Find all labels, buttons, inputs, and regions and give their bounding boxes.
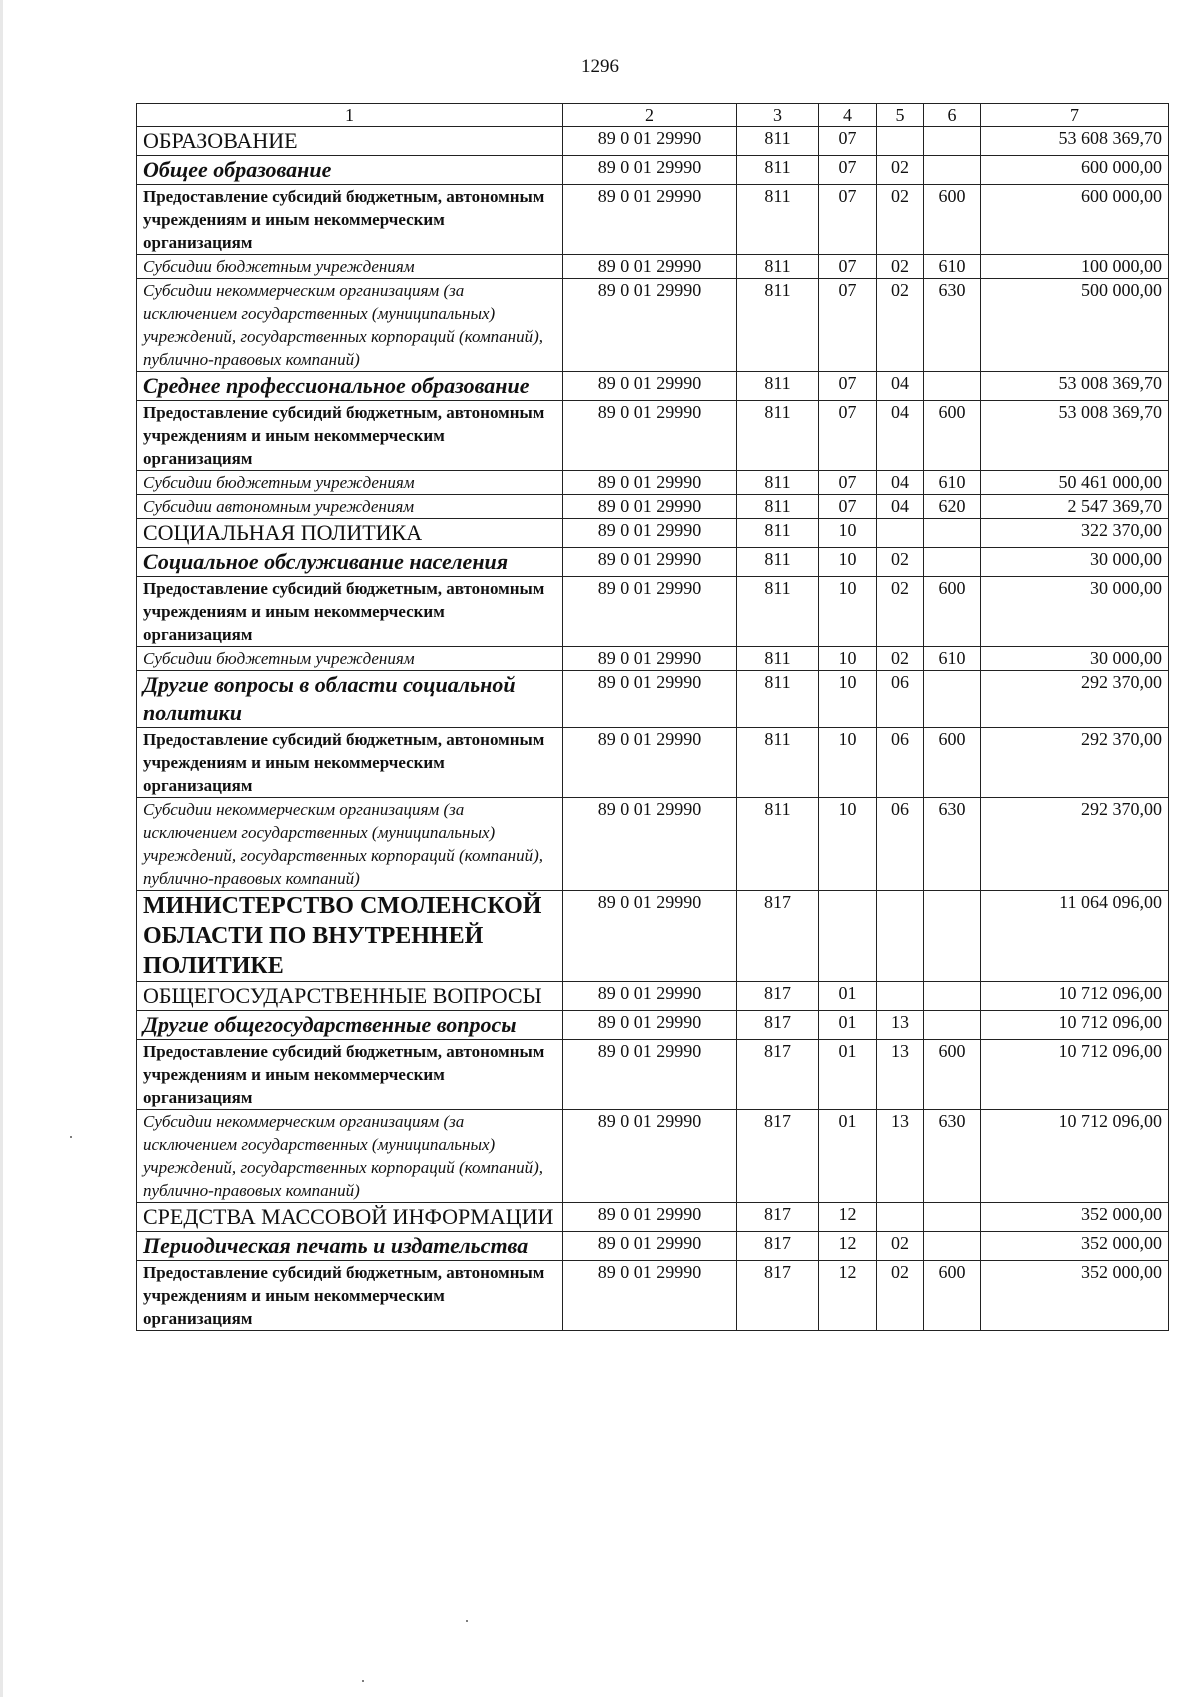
table-row <box>137 1040 1169 1110</box>
target-article-code: 89 0 01 29990 <box>563 647 737 671</box>
scan-speck <box>466 1620 468 1622</box>
main-manager-code: 811 <box>737 798 819 891</box>
expense-type-code: 600 <box>924 401 981 471</box>
target-article-code: 89 0 01 29990 <box>563 1011 737 1040</box>
row-name: ОБЩЕГОСУДАРСТВЕННЫЕ ВОПРОСЫ <box>137 982 563 1011</box>
expense-type-code <box>924 372 981 401</box>
main-manager-code: 817 <box>737 1232 819 1261</box>
amount: 600 000,00 <box>981 156 1169 185</box>
row-name: Другие общегосударственные вопросы <box>137 1011 563 1040</box>
table-row <box>137 647 1169 671</box>
section-code <box>819 891 877 982</box>
column-number: 4 <box>819 104 877 127</box>
expense-type-code: 600 <box>924 185 981 255</box>
amount: 352 000,00 <box>981 1232 1169 1261</box>
amount: 10 712 096,00 <box>981 1040 1169 1110</box>
table-row <box>137 156 1169 185</box>
expense-type-code <box>924 1232 981 1261</box>
table-row <box>137 471 1169 495</box>
amount: 10 712 096,00 <box>981 1011 1169 1040</box>
section-code: 12 <box>819 1232 877 1261</box>
main-manager-code: 811 <box>737 372 819 401</box>
column-number: 1 <box>137 104 563 127</box>
subsection-code: 04 <box>877 401 924 471</box>
page-number: 1296 <box>581 56 619 77</box>
expense-type-code: 630 <box>924 798 981 891</box>
row-name: Субсидии бюджетным учреждениям <box>137 255 563 279</box>
main-manager-code: 811 <box>737 647 819 671</box>
scan-speck <box>362 1680 364 1682</box>
subsection-code: 02 <box>877 647 924 671</box>
main-manager-code: 817 <box>737 1040 819 1110</box>
row-name: Общее образование <box>137 156 563 185</box>
expense-type-code <box>924 671 981 728</box>
expense-type-code <box>924 982 981 1011</box>
table-row <box>137 519 1169 548</box>
column-number-row <box>137 104 1169 127</box>
section-code: 10 <box>819 577 877 647</box>
expense-type-code <box>924 548 981 577</box>
main-manager-code: 811 <box>737 185 819 255</box>
main-manager-code: 811 <box>737 495 819 519</box>
amount: 292 370,00 <box>981 798 1169 891</box>
subsection-code: 04 <box>877 495 924 519</box>
column-number: 7 <box>981 104 1169 127</box>
expense-type-code <box>924 127 981 156</box>
expense-type-code: 610 <box>924 255 981 279</box>
main-manager-code: 811 <box>737 279 819 372</box>
target-article-code: 89 0 01 29990 <box>563 471 737 495</box>
amount: 53 008 369,70 <box>981 372 1169 401</box>
subsection-code: 02 <box>877 156 924 185</box>
main-manager-code: 817 <box>737 1203 819 1232</box>
target-article-code: 89 0 01 29990 <box>563 1261 737 1331</box>
main-manager-code: 811 <box>737 671 819 728</box>
amount: 11 064 096,00 <box>981 891 1169 982</box>
row-name: СРЕДСТВА МАССОВОЙ ИНФОРМАЦИИ <box>137 1203 563 1232</box>
subsection-code: 06 <box>877 671 924 728</box>
section-code: 07 <box>819 471 877 495</box>
target-article-code: 89 0 01 29990 <box>563 1110 737 1203</box>
row-name: Предоставление субсидий бюджетным, автономным учреждениям и иным некоммерческим организациям <box>137 1040 563 1110</box>
main-manager-code: 817 <box>737 891 819 982</box>
expense-type-code <box>924 519 981 548</box>
table-row <box>137 548 1169 577</box>
subsection-code: 02 <box>877 279 924 372</box>
amount: 600 000,00 <box>981 185 1169 255</box>
target-article-code: 89 0 01 29990 <box>563 495 737 519</box>
table-row <box>137 279 1169 372</box>
amount: 322 370,00 <box>981 519 1169 548</box>
main-manager-code: 811 <box>737 577 819 647</box>
amount: 2 547 369,70 <box>981 495 1169 519</box>
row-name: Предоставление субсидий бюджетным, автономным учреждениям и иным некоммерческим организациям <box>137 577 563 647</box>
amount: 10 712 096,00 <box>981 1110 1169 1203</box>
table-row <box>137 1011 1169 1040</box>
main-manager-code: 811 <box>737 548 819 577</box>
amount: 53 608 369,70 <box>981 127 1169 156</box>
main-manager-code: 811 <box>737 255 819 279</box>
row-name: Предоставление субсидий бюджетным, автономным учреждениям и иным некоммерческим организациям <box>137 401 563 471</box>
expense-type-code <box>924 891 981 982</box>
target-article-code: 89 0 01 29990 <box>563 1040 737 1110</box>
subsection-code <box>877 127 924 156</box>
target-article-code: 89 0 01 29990 <box>563 728 737 798</box>
amount: 30 000,00 <box>981 647 1169 671</box>
main-manager-code: 811 <box>737 728 819 798</box>
row-name: МИНИСТЕРСТВО СМОЛЕНСКОЙ ОБЛАСТИ ПО ВНУТРЕННЕЙ ПОЛИТИКЕ <box>137 891 563 982</box>
row-name: Субсидии некоммерческим организациям (за исключением государственных (муниципальных) учреждений, государственных корпораций (компаний), публично-правовых компаний) <box>137 279 563 372</box>
amount: 53 008 369,70 <box>981 401 1169 471</box>
row-name: Предоставление субсидий бюджетным, автономным учреждениям и иным некоммерческим организациям <box>137 1261 563 1331</box>
subsection-code: 02 <box>877 577 924 647</box>
section-code: 10 <box>819 548 877 577</box>
table-row <box>137 127 1169 156</box>
subsection-code: 06 <box>877 728 924 798</box>
amount: 292 370,00 <box>981 671 1169 728</box>
table-row <box>137 255 1169 279</box>
row-name: Предоставление субсидий бюджетным, автономным учреждениям и иным некоммерческим организациям <box>137 728 563 798</box>
amount: 50 461 000,00 <box>981 471 1169 495</box>
target-article-code: 89 0 01 29990 <box>563 127 737 156</box>
table-row <box>137 1110 1169 1203</box>
target-article-code: 89 0 01 29990 <box>563 798 737 891</box>
subsection-code <box>877 982 924 1011</box>
subsection-code <box>877 519 924 548</box>
target-article-code: 89 0 01 29990 <box>563 185 737 255</box>
main-manager-code: 817 <box>737 1011 819 1040</box>
column-number: 3 <box>737 104 819 127</box>
target-article-code: 89 0 01 29990 <box>563 982 737 1011</box>
section-code: 01 <box>819 1110 877 1203</box>
section-code: 10 <box>819 798 877 891</box>
expense-type-code: 600 <box>924 1261 981 1331</box>
main-manager-code: 811 <box>737 156 819 185</box>
subsection-code: 02 <box>877 1232 924 1261</box>
section-code: 12 <box>819 1261 877 1331</box>
row-name: Субсидии автономным учреждениям <box>137 495 563 519</box>
subsection-code: 02 <box>877 548 924 577</box>
amount: 30 000,00 <box>981 577 1169 647</box>
table-row <box>137 401 1169 471</box>
section-code: 01 <box>819 1040 877 1110</box>
expense-type-code: 610 <box>924 647 981 671</box>
budget-table <box>136 103 1169 1331</box>
section-code: 07 <box>819 372 877 401</box>
amount: 352 000,00 <box>981 1261 1169 1331</box>
table-row <box>137 1261 1169 1331</box>
expense-type-code: 600 <box>924 1040 981 1110</box>
amount: 500 000,00 <box>981 279 1169 372</box>
subsection-code: 13 <box>877 1011 924 1040</box>
expense-type-code: 630 <box>924 279 981 372</box>
amount: 292 370,00 <box>981 728 1169 798</box>
target-article-code: 89 0 01 29990 <box>563 519 737 548</box>
subsection-code: 04 <box>877 471 924 495</box>
section-code: 07 <box>819 127 877 156</box>
section-code: 10 <box>819 671 877 728</box>
expense-type-code: 620 <box>924 495 981 519</box>
row-name: Периодическая печать и издательства <box>137 1232 563 1261</box>
table-row <box>137 891 1169 982</box>
expense-type-code: 600 <box>924 577 981 647</box>
main-manager-code: 811 <box>737 471 819 495</box>
row-name: Другие вопросы в области социальной политики <box>137 671 563 728</box>
amount: 352 000,00 <box>981 1203 1169 1232</box>
row-name: Субсидии бюджетным учреждениям <box>137 471 563 495</box>
main-manager-code: 811 <box>737 519 819 548</box>
table-row <box>137 1203 1169 1232</box>
table-row <box>137 495 1169 519</box>
table-row <box>137 728 1169 798</box>
table-row <box>137 671 1169 728</box>
expense-type-code: 600 <box>924 728 981 798</box>
subsection-code: 02 <box>877 1261 924 1331</box>
amount: 100 000,00 <box>981 255 1169 279</box>
section-code: 07 <box>819 279 877 372</box>
section-code: 07 <box>819 185 877 255</box>
target-article-code: 89 0 01 29990 <box>563 156 737 185</box>
subsection-code: 02 <box>877 185 924 255</box>
row-name: Субсидии некоммерческим организациям (за исключением государственных (муниципальных) учреждений, государственных корпораций (компаний), публично-правовых компаний) <box>137 798 563 891</box>
row-name: Среднее профессиональное образование <box>137 372 563 401</box>
main-manager-code: 811 <box>737 127 819 156</box>
expense-type-code <box>924 156 981 185</box>
row-name: СОЦИАЛЬНАЯ ПОЛИТИКА <box>137 519 563 548</box>
section-code: 07 <box>819 401 877 471</box>
section-code: 10 <box>819 728 877 798</box>
column-number: 6 <box>924 104 981 127</box>
table-row <box>137 1232 1169 1261</box>
section-code: 07 <box>819 495 877 519</box>
row-name: ОБРАЗОВАНИЕ <box>137 127 563 156</box>
main-manager-code: 817 <box>737 982 819 1011</box>
section-code: 01 <box>819 1011 877 1040</box>
expense-type-code <box>924 1203 981 1232</box>
column-number: 5 <box>877 104 924 127</box>
column-number: 2 <box>563 104 737 127</box>
subsection-code: 06 <box>877 798 924 891</box>
row-name: Субсидии некоммерческим организациям (за исключением государственных (муниципальных) учреждений, государственных корпораций (компаний), публично-правовых компаний) <box>137 1110 563 1203</box>
subsection-code: 04 <box>877 372 924 401</box>
row-name: Субсидии бюджетным учреждениям <box>137 647 563 671</box>
section-code: 01 <box>819 982 877 1011</box>
expense-type-code: 610 <box>924 471 981 495</box>
subsection-code <box>877 1203 924 1232</box>
subsection-code: 13 <box>877 1110 924 1203</box>
target-article-code: 89 0 01 29990 <box>563 548 737 577</box>
subsection-code: 02 <box>877 255 924 279</box>
budget-table-body <box>137 127 1169 1331</box>
subsection-code: 13 <box>877 1040 924 1110</box>
target-article-code: 89 0 01 29990 <box>563 401 737 471</box>
amount: 10 712 096,00 <box>981 982 1169 1011</box>
amount: 30 000,00 <box>981 548 1169 577</box>
table-row <box>137 372 1169 401</box>
target-article-code: 89 0 01 29990 <box>563 1232 737 1261</box>
table-row <box>137 982 1169 1011</box>
target-article-code: 89 0 01 29990 <box>563 279 737 372</box>
target-article-code: 89 0 01 29990 <box>563 891 737 982</box>
section-code: 10 <box>819 647 877 671</box>
table-row <box>137 798 1169 891</box>
section-code: 12 <box>819 1203 877 1232</box>
row-name: Социальное обслуживание населения <box>137 548 563 577</box>
main-manager-code: 811 <box>737 401 819 471</box>
scan-speck <box>70 1136 72 1138</box>
row-name: Предоставление субсидий бюджетным, автономным учреждениям и иным некоммерческим организациям <box>137 185 563 255</box>
section-code: 07 <box>819 156 877 185</box>
section-code: 07 <box>819 255 877 279</box>
target-article-code: 89 0 01 29990 <box>563 1203 737 1232</box>
scan-edge <box>0 0 3 1697</box>
target-article-code: 89 0 01 29990 <box>563 255 737 279</box>
target-article-code: 89 0 01 29990 <box>563 671 737 728</box>
table-row <box>137 185 1169 255</box>
section-code: 10 <box>819 519 877 548</box>
expense-type-code <box>924 1011 981 1040</box>
target-article-code: 89 0 01 29990 <box>563 577 737 647</box>
table-row <box>137 577 1169 647</box>
subsection-code <box>877 891 924 982</box>
target-article-code: 89 0 01 29990 <box>563 372 737 401</box>
expense-type-code: 630 <box>924 1110 981 1203</box>
main-manager-code: 817 <box>737 1110 819 1203</box>
main-manager-code: 817 <box>737 1261 819 1331</box>
